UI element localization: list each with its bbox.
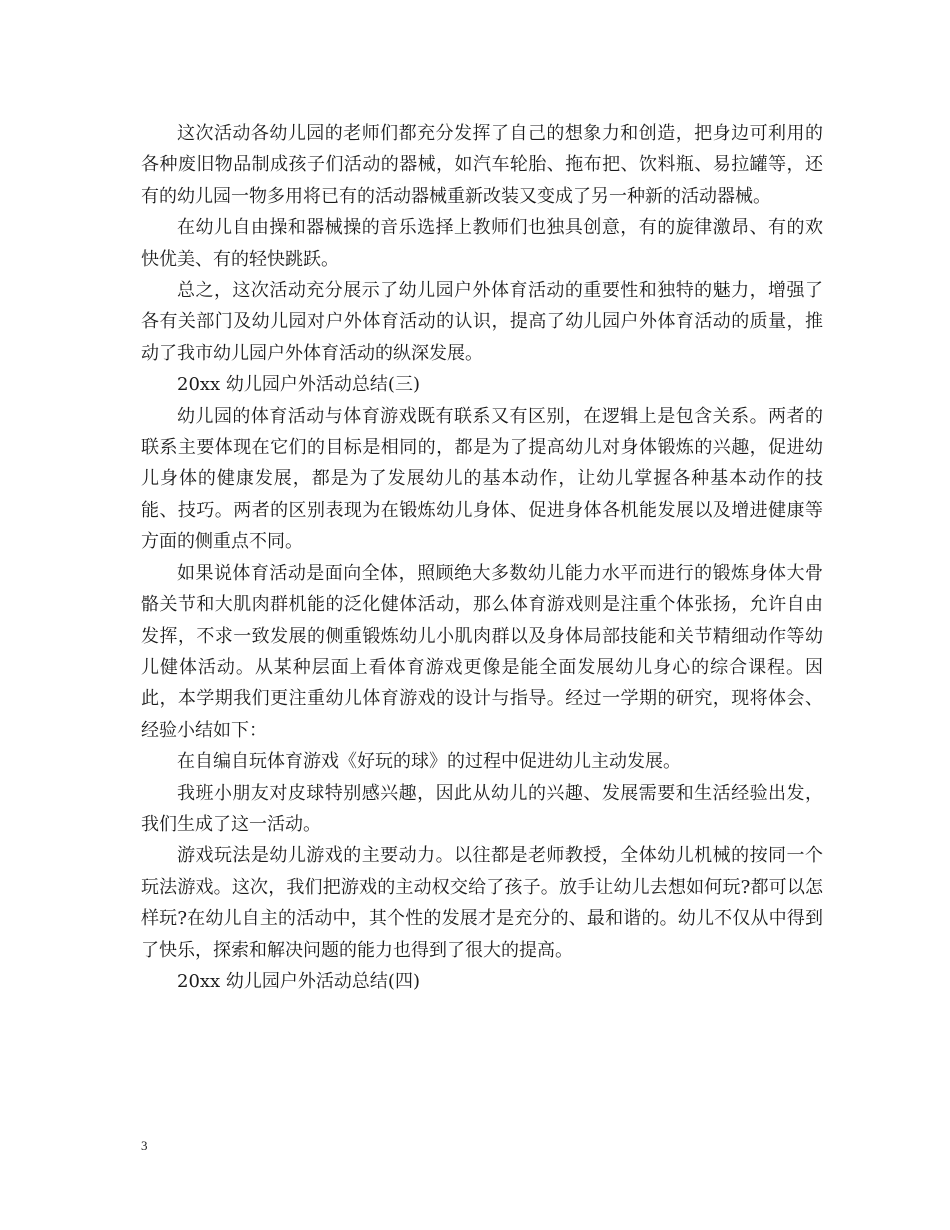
paragraph-1: 这次活动各幼儿园的老师们都充分发挥了自己的想象力和创造，把身边可利用的各种废旧物品制成孩子们活动的器械，如汽车轮胎、拖布把、饮料瓶、易拉罐等，还有的幼儿园一物多用将已有的活动器械重新改装又变成了另一种新的活动器械。 [141, 123, 823, 207]
paragraph-3: 总之，这次活动充分展示了幼儿园户外体育活动的重要性和独特的魅力，增强了各有关部门及幼儿园对户外体育活动的认识，提高了幼儿园户外体育活动的质量，推动了我市幼儿园户外体育活动的纵深发展。 [141, 280, 823, 364]
page-number: 3 [141, 1138, 148, 1153]
document-body [141, 118, 823, 997]
paragraph-5: 如果说体育活动是面向全体，照顾绝大多数幼儿能力水平而进行的锻炼身体大骨骼关节和大肌肉群机能的泛化健体活动，那么体育游戏则是注重个体张扬，允许自由发挥，不求一致发展的侧重锻炼幼儿小肌肉群以及身体局部技能和关节精细动作等幼儿健体活动。从某种层面上看体育游戏更像是能全面发展幼儿身心的综合课程。因此，本学期我们更注重幼儿体育游戏的设计与指导。经过一学期的研究，现将体会、经验小结如下： [141, 562, 823, 741]
paragraph-7: 我班小朋友对皮球特别感兴趣，因此从幼儿的兴趣、发展需要和生活经验出发，我们生成了这一活动。 [141, 782, 823, 835]
paragraph-2: 在幼儿自由操和器械操的音乐选择上教师们也独具创意，有的旋律激昂、有的欢快优美、有的轻快跳跃。 [141, 217, 823, 270]
section-heading-4: 20xx 幼儿园户外活动总结(四) [177, 970, 420, 992]
paragraph-8: 游戏玩法是幼儿游戏的主要动力。以往都是老师教授，全体幼儿机械的按同一个玩法游戏。这次，我们把游戏的主动权交给了孩子。放手让幼儿去想如何玩?都可以怎样玩?在幼儿自主的活动中，其个性的发展才是充分的、最和谐的。幼儿不仅从中得到了快乐，探索和解决问题的能力也得到了很大的提高。 [141, 845, 823, 961]
paragraph-6: 在自编自玩体育游戏《好玩的球》的过程中促进幼儿主动发展。 [177, 751, 681, 773]
paragraph-4: 幼儿园的体育活动与体育游戏既有联系又有区别，在逻辑上是包含关系。两者的联系主要体现在它们的目标是相同的，都是为了提高幼儿对身体锻炼的兴趣，促进幼儿身体的健康发展，都是为了发展幼儿的基本动作，让幼儿掌握各种基本动作的技能、技巧。两者的区别表现为在锻炼幼儿身体、促进身体各机能发展以及增进健康等方面的侧重点不同。 [141, 405, 823, 553]
section-heading-3: 20xx 幼儿园户外活动总结(三) [177, 374, 420, 396]
